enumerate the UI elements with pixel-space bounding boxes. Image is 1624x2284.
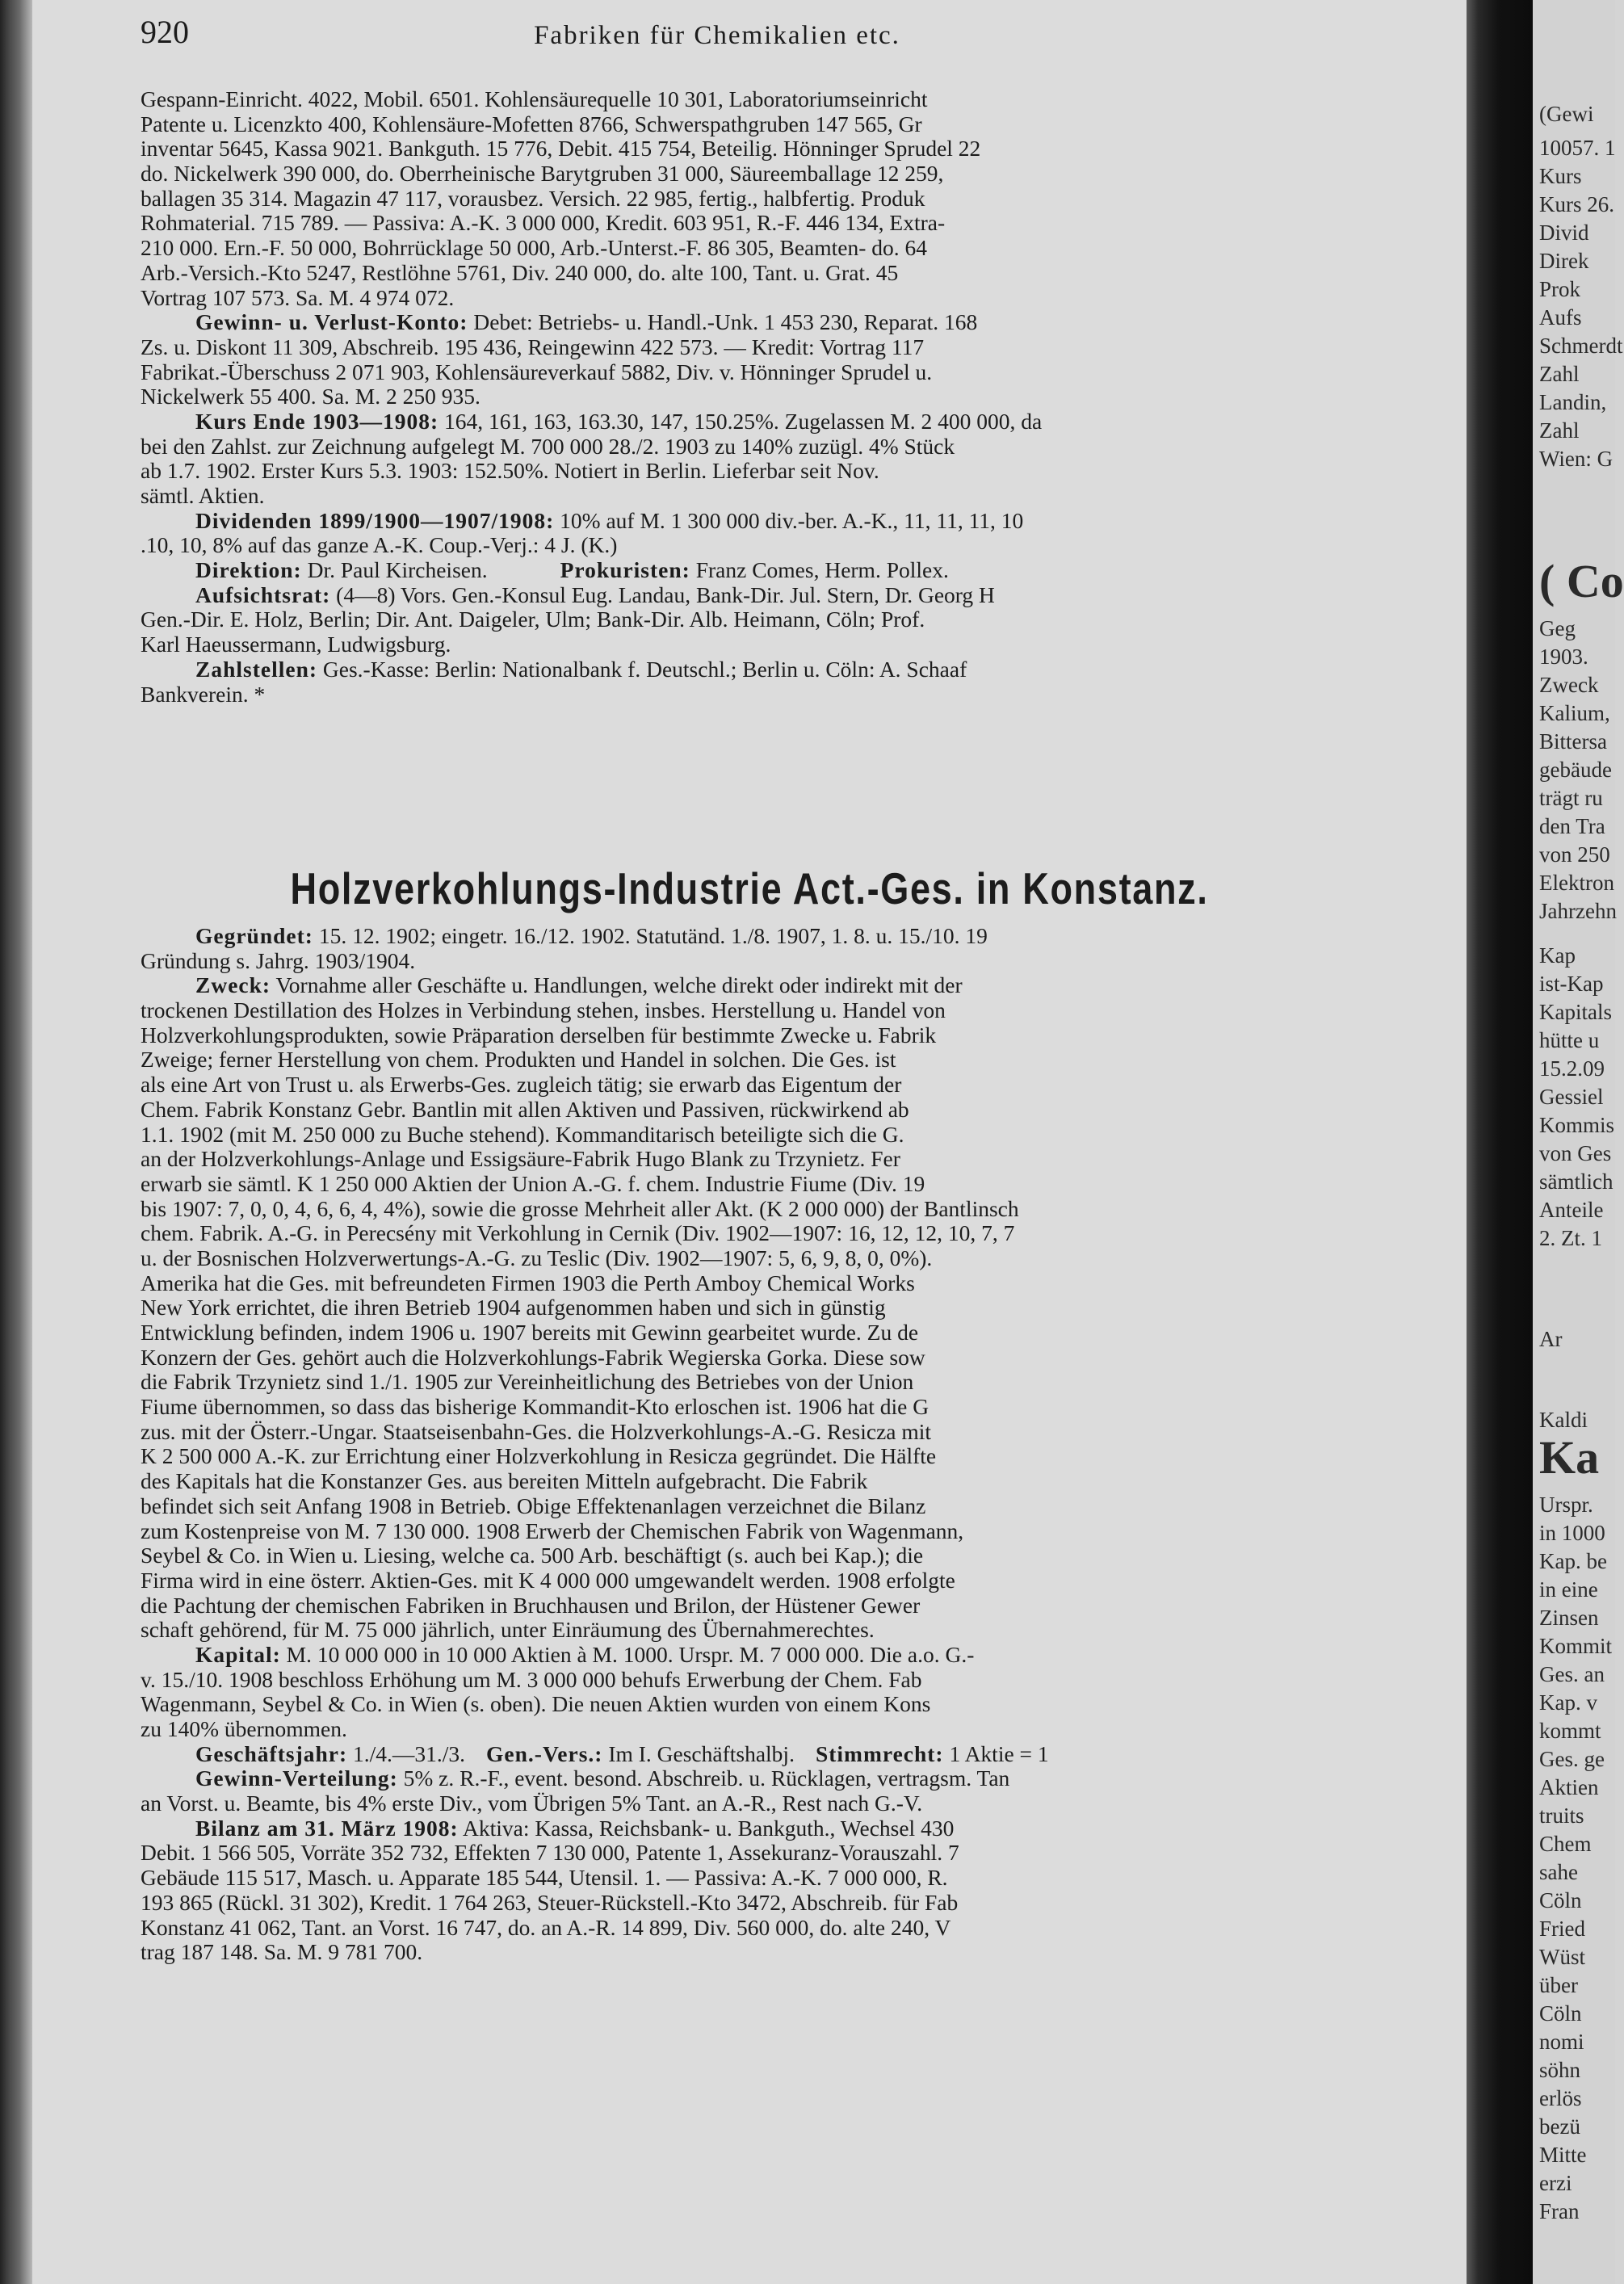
adjacent-text: sämtlich (1539, 1169, 1614, 1194)
adjacent-text: hütte u (1539, 1028, 1600, 1052)
adjacent-text: 10057. 1 (1539, 136, 1616, 160)
kurs-text: 164, 161, 163, 163.30, 147, 150.25%. Zugelassen M. 2 400 000, da (444, 408, 1043, 434)
guv-entry (141, 310, 1433, 335)
text-line: Konstanz 41 062, Tant. an Vorst. 16 747, do. an A.-R. 14 899, Div. 560 000, do. alte 240, V (141, 1914, 951, 1940)
gewinn-verteilung-label: Gewinn-Verteilung: (195, 1765, 398, 1791)
text-line: Vortrag 107 573. Sa. M. 4 974 072. (141, 284, 455, 310)
adjacent-text: Fried (1539, 1917, 1585, 1941)
adjacent-text: söhn (1539, 2058, 1581, 2082)
text-line: Fiume übernommen, so dass das bisherige Kommandit-Kto erloschen ist. 1906 hat die G (141, 1394, 929, 1420)
binding-gutter (1467, 0, 1533, 2284)
text-line: zus. mit der Österr.-Ungar. Staatseisenbahn-Ges. die Holzverkohlungs-A.-G. Resicza mit (141, 1418, 932, 1444)
adjacent-heading: Ka (1539, 1431, 1600, 1484)
text-line: die Pachtung der chemischen Fabriken in Bruchhausen und Brilon, der Hüstener Gewer (141, 1592, 921, 1618)
gegruendet-text: 15. 12. 1902; eingetr. 16./12. 1902. Statutänd. 1./8. 1907, 1. 8. u. 15./10. 19 (318, 923, 988, 948)
adjacent-text: Wien: G (1539, 447, 1614, 471)
text-line: Gespann-Einricht. 4022, Mobil. 6501. Kohlensäurequelle 10 301, Laboratoriumseinricht (141, 86, 928, 111)
adjacent-text: Kaldi (1539, 1408, 1588, 1432)
adjacent-text: Divid (1539, 220, 1589, 245)
adjacent-text: truits (1539, 1803, 1584, 1828)
text-line: chem. Fabrik. A.-G. in Perecsény mit Verkohlung in Cernik (Div. 1902—1907: 16, 12, 12, 10, 7, 7 (141, 1220, 1015, 1246)
adjacent-text: Direk (1539, 249, 1589, 273)
text-line: zu 140% übernommen. (141, 1716, 347, 1741)
text-line: 193 865 (Rückl. 31 302), Kredit. 1 764 263, Steuer-Rückstell.-Kto 3472, Abschreib. für Fab (141, 1889, 959, 1915)
adjacent-text: bezü (1539, 2114, 1580, 2139)
adjacent-text: in eine (1539, 1577, 1598, 1602)
adjacent-text: Wüst (1539, 1945, 1585, 1969)
text-line: befindet sich seit Anfang 1908 in Betrieb. Obige Effektenanlagen verzeichnet die Bilanz (141, 1493, 926, 1518)
dividenden-label: Dividenden 1899/1900—1907/1908: (195, 507, 555, 533)
zweck-entry (141, 973, 1433, 998)
text-line: New York errichtet, die ihren Betrieb 1904 aufgenommen haben und sich in günstig (141, 1295, 886, 1320)
dividenden-text: 10% auf M. 1 300 000 div.-ber. A.-K., 11, 11, 11, 10 (560, 507, 1024, 533)
stimmrecht-value: 1 Aktie = 1 (949, 1740, 1049, 1766)
text-line: v. 15./10. 1908 beschloss Erhöhung um M. 3 000 000 behufs Erwerbung der Chem. Fab (141, 1666, 922, 1692)
adjacent-text: Mitte (1539, 2143, 1587, 2167)
adjacent-text: in 1000 (1539, 1521, 1605, 1545)
text-line: Seybel & Co. in Wien u. Liesing, welche ca. 500 Arb. beschäftigt (s. auch bei Kap.); die (141, 1543, 924, 1568)
adjacent-text: über (1539, 1973, 1578, 1997)
adjacent-text: Aufs (1539, 305, 1582, 330)
prokuristen-label: Prokuristen: (560, 557, 690, 583)
text-line: an Vorst. u. Beamte, bis 4% erste Div., vom Übrigen 5% Tant. an A.-R., Rest nach G.-V. (141, 1791, 923, 1816)
direktion-entry (141, 558, 1433, 583)
adjacent-text: Zinsen (1539, 1606, 1599, 1630)
adjacent-text: Gessiel (1539, 1085, 1604, 1109)
scan-shadow-left (0, 0, 32, 2284)
adjacent-text: Cöln (1539, 1888, 1582, 1912)
previous-company-block (141, 87, 1433, 707)
company-title: Holzverkohlungs-Industrie Act.-Ges. in Konstanz. (290, 863, 1209, 913)
running-title: Fabriken für Chemikalien etc. (534, 21, 900, 50)
text-line: sämtl. Aktien. (141, 483, 265, 508)
text-line: u. der Bosnischen Holzverwertungs-A.-G. zu Teslic (Div. 1902—1907: 5, 6, 9, 8, 0, 0%). (141, 1245, 933, 1270)
adjacent-text: Kommis (1539, 1113, 1615, 1137)
zahlstellen-text: Ges.-Kasse: Berlin: Nationalbank f. Deutschl.; Berlin u. Cöln: A. Schaaf (322, 656, 967, 682)
adjacent-text: Schmerdt (1539, 334, 1623, 358)
adjacent-text: erzi (1539, 2171, 1572, 2195)
text-line: Wagenmann, Seybel & Co. in Wien (s. oben). Die neuen Aktien wurden von einem Kons (141, 1691, 931, 1717)
text-line: ballagen 35 314. Magazin 47 117, vorausbez. Versich. 22 985, fertig., halbfertig. Produk (141, 185, 925, 211)
text-line: Fabrikat.-Überschuss 2 071 903, Kohlensäureverkauf 5882, Div. v. Hönninger Sprudel u. (141, 359, 933, 384)
adjacent-text: Kap. be (1539, 1549, 1607, 1573)
text-line: Gen.-Dir. E. Holz, Berlin; Dir. Ant. Daigeler, Ulm; Bank-Dir. Alb. Heimann, Cöln; Prof. (141, 607, 925, 632)
kurs-entry (141, 409, 1433, 435)
kapital-text: M. 10 000 000 in 10 000 Aktien à M. 1000. Urspr. M. 7 000 000. Die a.o. G.- (286, 1641, 975, 1667)
adjacent-text: von 250 (1539, 842, 1610, 867)
bilanz-entry (141, 1816, 1433, 1841)
text-line: ab 1.7. 1902. Erster Kurs 5.3. 1903: 152.50%. Notiert in Berlin. Lieferbar seit Nov. (141, 458, 879, 484)
text-line: Gründung s. Jahrg. 1903/1904. (141, 947, 416, 973)
geschaeftsjahr-label: Geschäftsjahr: (195, 1740, 348, 1766)
text-line: trag 187 148. Sa. M. 9 781 700. (141, 1939, 423, 1965)
adjacent-text: Zweck (1539, 673, 1599, 697)
text-line: do. Nickelwerk 390 000, do. Oberrheinische Barytgruben 31 000, Säureemballage 12 259, (141, 161, 944, 187)
text-line: bei den Zahlst. zur Zeichnung aufgelegt M. 700 000 28./2. 1903 zu 140% zuzügl. 4% Stück (141, 433, 955, 459)
guv-text: Debet: Betriebs- u. Handl.-Unk. 1 453 230, Reparat. 168 (473, 309, 978, 335)
adjacent-text: Kap. v (1539, 1690, 1597, 1715)
adjacent-text: nomi (1539, 2030, 1584, 2054)
adjacent-text: Fran (1539, 2199, 1580, 2223)
gewinn-verteilung-entry (141, 1766, 1433, 1791)
adjacent-heading: ( Co (1539, 555, 1624, 607)
adjacent-page-fragment (1533, 0, 1624, 2284)
adjacent-text: Kurs 26. (1539, 192, 1614, 216)
adjacent-text: Bittersa (1539, 729, 1607, 754)
text-line: des Kapitals hat die Konstanzer Ges. aus bereiten Mitteln aufgebracht. Die Fabrik (141, 1468, 868, 1494)
adjacent-text: Anteile (1539, 1198, 1604, 1222)
adjacent-text: von Ges (1539, 1141, 1612, 1165)
adjacent-text: Kapitals (1539, 1000, 1612, 1024)
text-line: trockenen Destillation des Holzes in Verbindung stehen, insbes. Herstellung u. Handel von (141, 997, 946, 1023)
text-line: zum Kostenpreise von M. 7 130 000. 1908 Erwerb der Chemischen Fabrik von Wagenmann, (141, 1518, 964, 1543)
adjacent-text: Zahl (1539, 418, 1580, 443)
text-line: Rohmaterial. 715 789. — Passiva: A.-K. 3 000 000, Kredit. 603 951, R.-F. 446 134, Extra- (141, 210, 946, 236)
kapital-label: Kapital: (195, 1641, 281, 1667)
text-line: schaft gehörend, für M. 75 000 jährlich, unter Einräumung des Übernahmerechtes. (141, 1617, 875, 1643)
bilanz-label: Bilanz am 31. März 1908: (195, 1815, 459, 1841)
text-line: Karl Haeussermann, Ludwigsburg. (141, 632, 451, 657)
text-line: Amerika hat die Ges. mit befreundeten Firmen 1903 die Perth Amboy Chemical Works (141, 1270, 915, 1295)
text-line: bis 1907: 7, 0, 0, 4, 6, 6, 4, 4%), sowie die grosse Mehrheit aller Akt. (K 2 000 000) der Bantlinsch (141, 1195, 1019, 1221)
text-line: erwarb sie sämtl. K 1 250 000 Aktien der Union A.-G. f. chem. Industrie Fiume (Div. 19 (141, 1170, 925, 1196)
gegruendet-entry (141, 924, 1433, 949)
text-line: Firma wird in eine österr. Aktien-Ges. mit K 4 000 000 umgewandelt werden. 1908 erfolgte (141, 1567, 955, 1593)
text-line: Konzern der Ges. gehört auch die Holzverkohlungs-Fabrik Wegierska Gorka. Diese sow (141, 1344, 925, 1370)
aufsichtsrat-label: Aufsichtsrat: (195, 581, 331, 607)
adjacent-text: Ges. ge (1539, 1747, 1605, 1771)
adjacent-text: den Tra (1539, 814, 1605, 838)
adjacent-text: Prok (1539, 277, 1581, 301)
page-number: 920 (141, 14, 189, 50)
text-line: Zs. u. Diskont 11 309, Abschreib. 195 436, Reingewinn 422 573. — Kredit: Vortrag 117 (141, 334, 925, 359)
text-line: Nickelwerk 55 400. Sa. M. 2 250 935. (141, 384, 480, 409)
adjacent-text: erlös (1539, 2086, 1582, 2110)
zahlstellen-label: Zahlstellen: (195, 656, 318, 682)
zahlstellen-entry (141, 657, 1433, 682)
text-line: Patente u. Licenzkto 400, Kohlensäure-Mofetten 8766, Schwerspathgruben 147 565, Gr (141, 111, 922, 136)
adjacent-text: Kurs (1539, 164, 1582, 188)
kapital-entry (141, 1643, 1433, 1668)
adjacent-text: 1903. (1539, 644, 1588, 669)
direktion-label: Direktion: (195, 557, 302, 583)
text-line: 210 000. Ern.-F. 50 000, Bohrrücklage 50 000, Arb.-Unterst.-F. 86 305, Beamten- do. 64 (141, 235, 928, 261)
adjacent-text: Chem (1539, 1832, 1592, 1856)
text-line: Arb.-Versich.-Kto 5247, Restlöhne 5761, Div. 240 000, do. alte 100, Tant. u. Grat. 45 (141, 259, 899, 285)
direktion-value: Dr. Paul Kircheisen. (307, 557, 488, 583)
geschaeftsjahr-entry (141, 1742, 1433, 1767)
text-line: Entwicklung befinden, indem 1906 u. 1907 bereits mit Gewinn gearbeitet wurde. Zu de (141, 1320, 919, 1345)
bilanz-text: Aktiva: Kassa, Reichsbank- u. Bankguth., Wechsel 430 (463, 1815, 955, 1841)
text-line: K 2 500 000 A.-K. zur Errichtung einer Holzverkohlung in Resicza gegründet. Die Hälfte (141, 1443, 937, 1469)
kurs-label: Kurs Ende 1903—1908: (195, 408, 439, 434)
text-line: .10, 10, 8% auf das ganze A.-K. Coup.-Verj.: 4 J. (K.) (141, 532, 618, 558)
text-line: Zweige; ferner Herstellung von chem. Produkten und Handel in solchen. Die Ges. ist (141, 1047, 896, 1073)
adjacent-text: Cöln (1539, 2001, 1582, 2026)
adjacent-text: kommt (1539, 1719, 1601, 1743)
text-line: Chem. Fabrik Konstanz Gebr. Bantlin mit allen Aktiven und Passiven, rückwirkend ab (141, 1096, 909, 1122)
adjacent-text: (Gewi (1539, 102, 1594, 126)
text-line: die Fabrik Trzynietz sind 1./1. 1905 zur Vereinheitlichung des Betriebes von der Union (141, 1369, 914, 1395)
gen-vers-label: Gen.-Vers.: (486, 1740, 603, 1766)
adjacent-text: Elektron (1539, 871, 1614, 895)
text-line: Bankverein. * (141, 681, 266, 707)
prokuristen-value: Franz Comes, Herm. Pollex. (695, 557, 949, 583)
stimmrecht-label: Stimmrecht: (815, 1740, 944, 1766)
adjacent-text: gebäude (1539, 758, 1612, 782)
dividenden-entry (141, 509, 1433, 534)
text-line: Debit. 1 566 505, Vorräte 352 732, Effekten 7 130 000, Patente 1, Assekuranz-Vorauszahl. 7 (141, 1840, 959, 1866)
aufsichtsrat-text: (4—8) Vors. Gen.-Konsul Eug. Landau, Bank-Dir. Jul. Stern, Dr. Georg H (336, 581, 995, 607)
adjacent-text: Landin, (1539, 390, 1607, 414)
adjacent-text: Zahl (1539, 362, 1580, 386)
zweck-text: Vornahme aller Geschäfte u. Handlungen, welche direkt oder indirekt mit der (275, 972, 963, 998)
adjacent-text: trägt ru (1539, 786, 1603, 810)
company-entry (141, 924, 1433, 1965)
geschaeftsjahr-value: 1./4.—31./3. (353, 1740, 466, 1766)
adjacent-text: Aktien (1539, 1775, 1599, 1799)
text-line: inventar 5645, Kassa 9021. Bankguth. 15 776, Debit. 415 754, Beteilig. Hönninger Sprudel 22 (141, 136, 981, 162)
adjacent-text: 2. Zt. 1 (1539, 1226, 1602, 1250)
gewinn-verteilung-text: 5% z. R.-F., event. besond. Abschreib. u. Rücklagen, vertragsm. Tan (403, 1765, 1010, 1791)
adjacent-text: sahe (1539, 1860, 1578, 1884)
gegruendet-label: Gegründet: (195, 923, 313, 948)
text-line: als eine Art von Trust u. als Erwerbs-Ges. zugleich tätig; sie erwarb das Eigentum der (141, 1072, 902, 1098)
gen-vers-value: Im I. Geschäftshalbj. (608, 1740, 795, 1766)
adjacent-text: 15.2.09 (1539, 1056, 1605, 1081)
text-line: Gebäude 115 517, Masch. u. Apparate 185 544, Utensil. 1. — Passiva: A.-K. 7 000 000, R. (141, 1865, 948, 1891)
text-line: 1.1. 1902 (mit M. 250 000 zu Buche stehend). Kommanditarisch beteiligte sich die G. (141, 1121, 904, 1147)
adjacent-text: Ges. an (1539, 1662, 1605, 1686)
aufsichtsrat-entry (141, 583, 1433, 608)
text-line: Holzverkohlungsprodukten, sowie Präparation derselben für bestimmte Zwecke u. Fabrik (141, 1022, 937, 1048)
adjacent-text: ist-Kap (1539, 972, 1604, 996)
guv-label: Gewinn- u. Verlust-Konto: (195, 309, 468, 335)
adjacent-text: Kalium, (1539, 701, 1610, 725)
adjacent-text: Geg (1539, 616, 1576, 640)
adjacent-text: Kommit (1539, 1634, 1613, 1658)
adjacent-text: Ar (1539, 1327, 1563, 1351)
adjacent-text: Kap (1539, 943, 1576, 968)
adjacent-text: Urspr. (1539, 1493, 1593, 1517)
adjacent-text: Jahrzehn (1539, 899, 1617, 923)
text-line: an der Holzverkohlungs-Anlage und Essigsäure-Fabrik Hugo Blank zu Trzynietz. Fer (141, 1146, 900, 1172)
zweck-label: Zweck: (195, 972, 271, 998)
